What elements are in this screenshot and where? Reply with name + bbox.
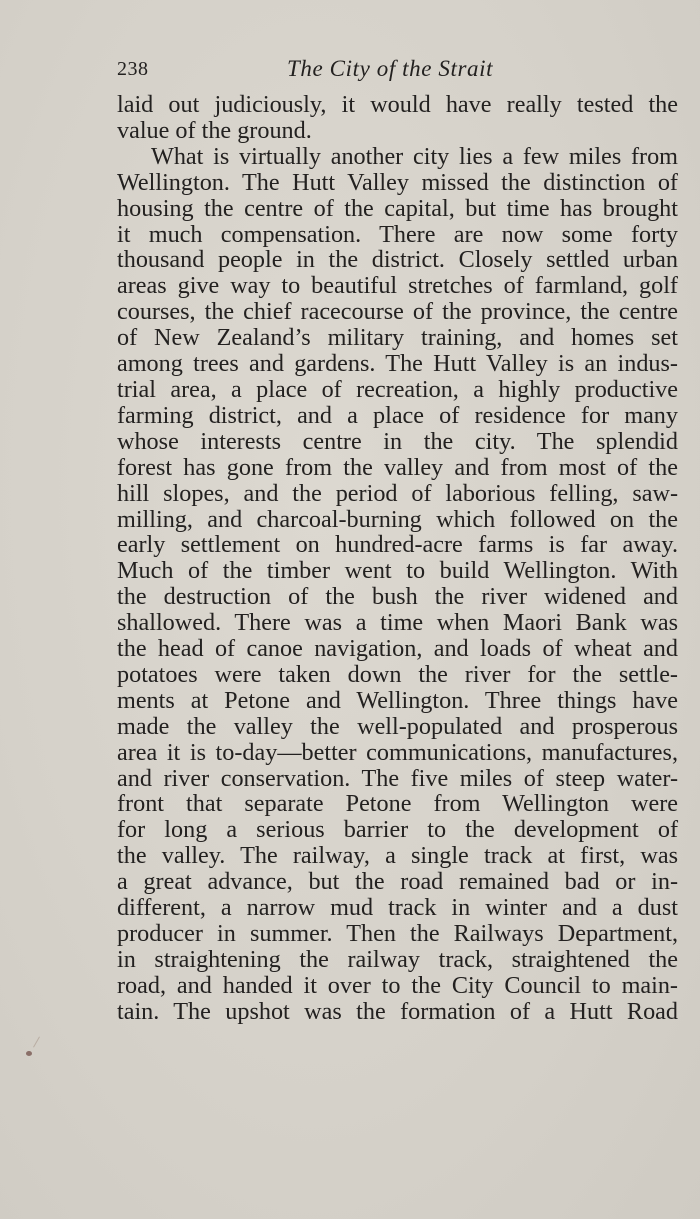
text-line: tain. The upshot was the formation of a Hutt Road <box>117 997 678 1025</box>
text-line: producer in summer. Then the Railways Department, <box>117 920 678 947</box>
text-line: thousand people in the district. Closely settled urban <box>117 246 678 274</box>
page-number: 238 <box>117 58 149 80</box>
text-line: ments at Petone and Wellington. Three things have <box>117 686 678 714</box>
text-line: forest has gone from the valley and from most of the <box>117 453 678 481</box>
text-line: hill slopes, and the period of laborious felling, saw- <box>117 479 678 507</box>
text-line: milling, and charcoal-burning which followed on the <box>117 505 678 533</box>
text-line: Wellington. The Hutt Valley missed the distinction of <box>117 168 678 196</box>
text-line: in straightening the railway track, straightened the <box>117 945 678 973</box>
text-line: laid out judiciously, it would have really tested the <box>117 91 678 118</box>
text-line: shallowed. There was a time when Maori Bank was <box>117 609 678 637</box>
text-line: Much of the timber went to build Wellington. With <box>117 557 678 585</box>
text-line: trial area, a place of recreation, a highly productive <box>117 375 678 403</box>
text-line: the head of canoe navigation, and loads of wheat and <box>117 635 678 663</box>
text-line: different, a narrow mud track in winter and a dust <box>117 894 678 922</box>
text-line: for long a serious barrier to the development of <box>117 816 678 844</box>
text-line: it much compensation. There are now some forty <box>117 220 678 248</box>
text-line: What is virtually another city lies a few miles from <box>151 142 678 170</box>
running-head <box>117 56 678 86</box>
text-line: front that separate Petone from Wellington were <box>117 790 678 818</box>
text-line: a great advance, but the road remained bad or in- <box>117 868 678 896</box>
text-line: made the valley the well-populated and prosperous <box>117 712 678 740</box>
text-line: value of the ground. <box>117 116 312 144</box>
text-line: the valley. The railway, a single track at first, was <box>117 842 678 870</box>
paper-speck <box>26 1051 32 1056</box>
text-line: and river conservation. The five miles of steep water- <box>117 764 678 792</box>
paper-fibre <box>33 1037 40 1048</box>
text-line: potatoes were taken down the river for the settle- <box>117 660 678 688</box>
text-line: road, and handed it over to the City Council to main- <box>117 971 678 999</box>
text-line: whose interests centre in the city. The splendid <box>117 427 678 455</box>
running-title: The City of the Strait <box>287 56 494 81</box>
text-line: early settlement on hundred-acre farms is far away. <box>117 531 678 559</box>
text-line: farming district, and a place of residence for many <box>117 401 678 429</box>
text-line: areas give way to beautiful stretches of farmland, golf <box>117 272 678 300</box>
text-line: among trees and gardens. The Hutt Valley is an indus- <box>117 350 678 378</box>
text-line: of New Zealand’s military training, and homes set <box>117 324 678 352</box>
body-text <box>117 92 678 1025</box>
text-line: area it is to-day—better communications, manufactures, <box>117 738 678 766</box>
text-line: the destruction of the bush the river widened and <box>117 583 678 611</box>
text-line: courses, the chief racecourse of the province, the centre <box>117 298 678 326</box>
text-line: housing the centre of the capital, but time has brought <box>117 194 678 222</box>
